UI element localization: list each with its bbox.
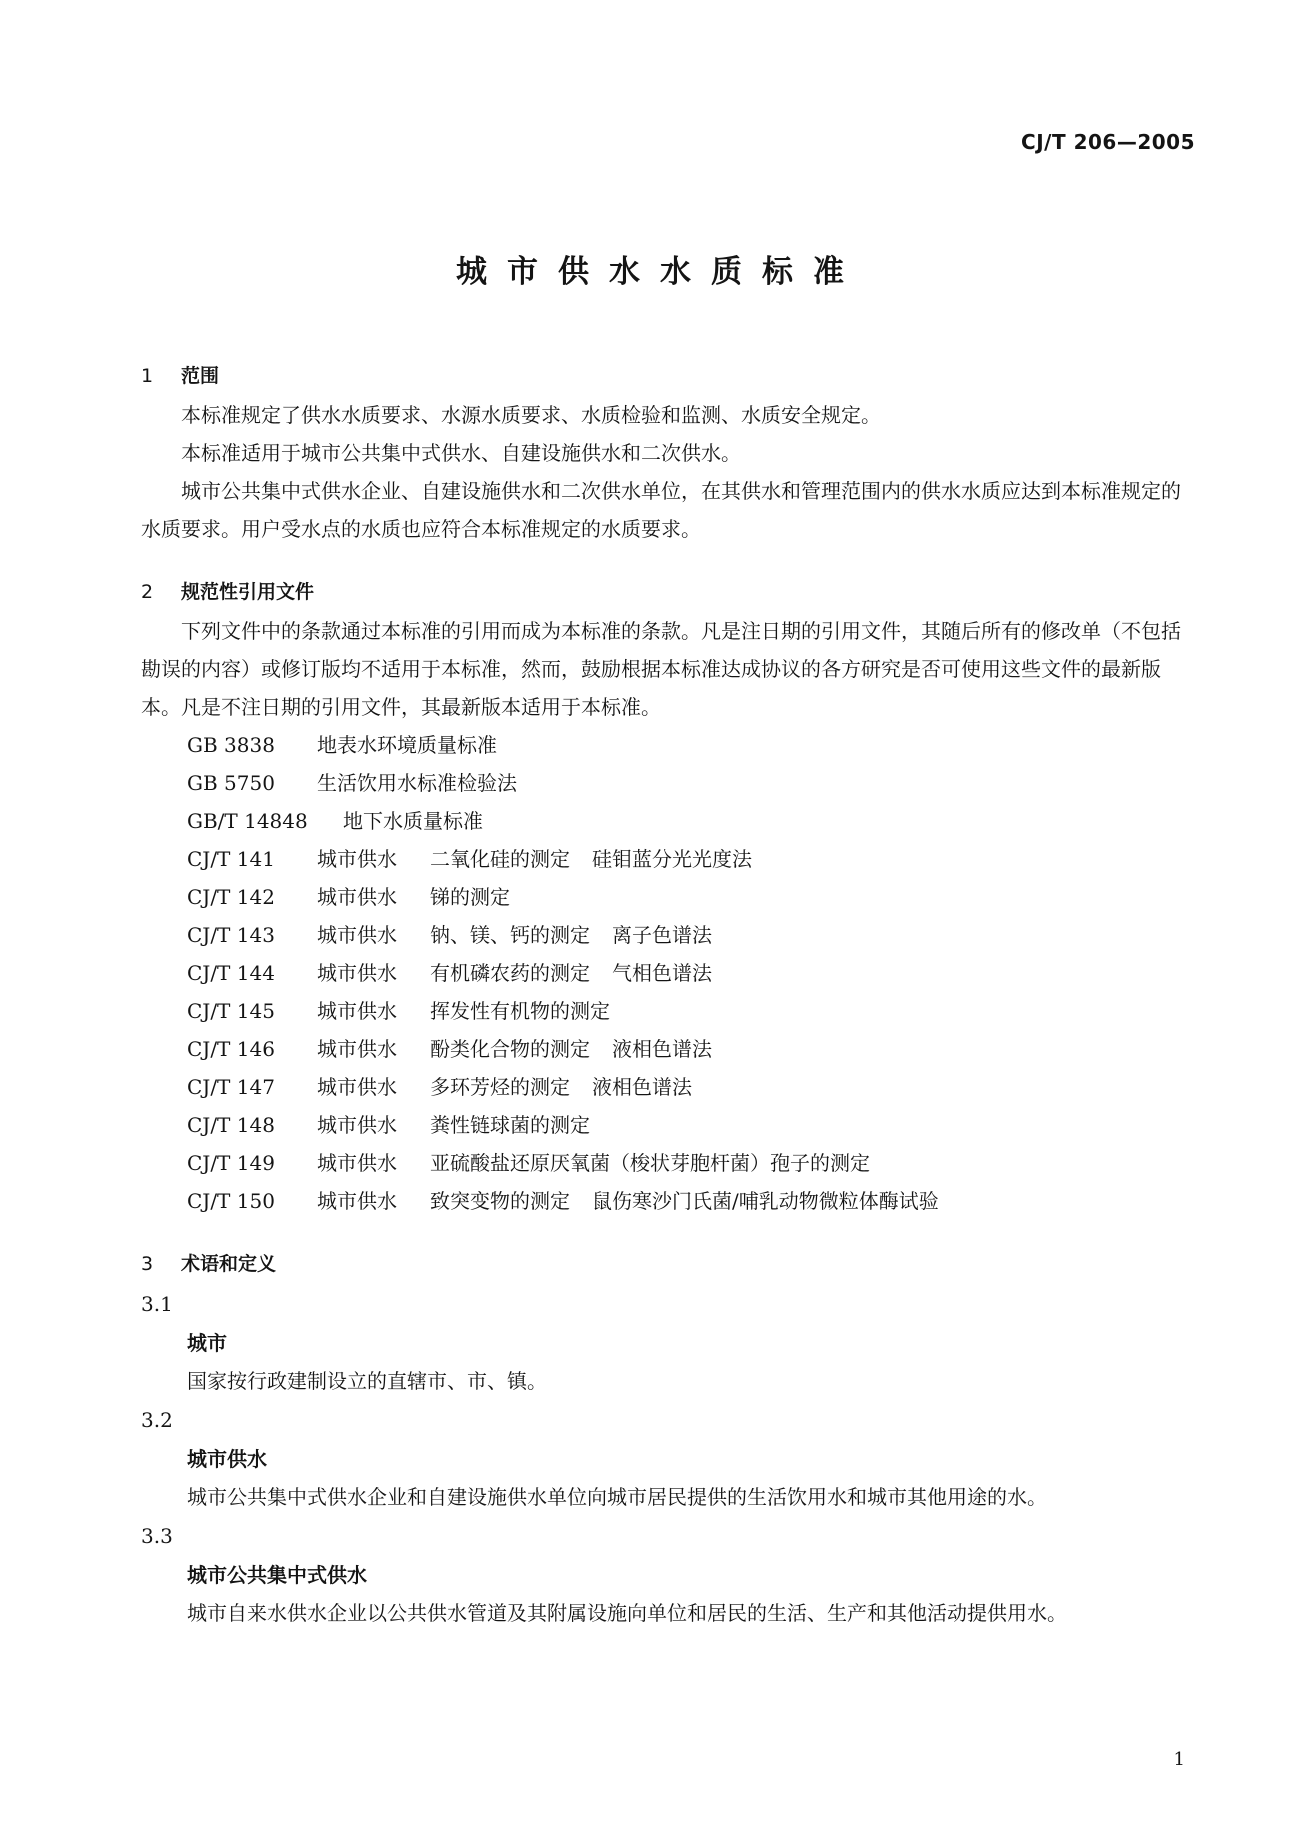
reference-code: GB 5750	[187, 771, 275, 795]
reference-category: 城市供水	[317, 923, 397, 947]
reference-code: CJ/T 146	[187, 1037, 275, 1061]
reference-method: 气相色谱法	[612, 961, 712, 985]
reference-method: 液相色谱法	[612, 1037, 712, 1061]
section-title: 规范性引用文件	[181, 581, 315, 603]
reference-category: 城市供水	[317, 999, 397, 1023]
reference-code: GB 3838	[187, 733, 275, 757]
reference-category: 城市供水	[317, 847, 397, 871]
clause-number: 3.3	[141, 1524, 173, 1548]
references-intro: 下列文件中的条款通过本标准的引用而成为本标准的条款。凡是注日期的引用文件，其随后所有的修改单（不包括勘误的内容）或修订版均不适用于本标准，然而，鼓励根据本标准达成协议的各方研究是否可使用这些文件的最新版本。凡是不注日期的引用文件，其最新版本适用于本标准。	[141, 619, 1181, 719]
reference-item	[187, 764, 1196, 802]
reference-subject: 地表水环境质量标准	[317, 733, 497, 757]
term-definition: 城市公共集中式供水企业和自建设施供水单位向城市居民提供的生活饮用水和城市其他用途的水。	[187, 1485, 1047, 1509]
reference-code: CJ/T 142	[187, 885, 275, 909]
scope-paragraph: 本标准规定了供水水质要求、水源水质要求、水质检验和监测、水质安全规定。	[181, 403, 881, 427]
scope-paragraph: 城市公共集中式供水企业、自建设施供水和二次供水单位，在其供水和管理范围内的供水水质应达到本标准规定的水质要求。用户受水点的水质也应符合本标准规定的水质要求。	[141, 479, 1181, 541]
reference-item	[187, 1106, 1196, 1144]
reference-list	[187, 726, 1196, 1220]
reference-subject: 致突变物的测定	[430, 1189, 570, 1213]
reference-category: 城市供水	[317, 1037, 397, 1061]
reference-code: CJ/T 143	[187, 923, 275, 947]
section-title: 术语和定义	[181, 1253, 277, 1275]
reference-item	[187, 1068, 1196, 1106]
reference-item	[187, 992, 1196, 1030]
reference-category: 城市供水	[317, 1075, 397, 1099]
reference-item	[187, 1030, 1196, 1068]
term-list	[141, 1284, 1196, 1632]
reference-code: GB/T 14848	[187, 809, 308, 833]
section-heading-scope	[141, 356, 1196, 396]
term-name: 城市公共集中式供水	[187, 1563, 367, 1587]
reference-item	[187, 954, 1196, 992]
reference-item	[187, 726, 1196, 764]
reference-item	[187, 1182, 1196, 1220]
reference-category: 城市供水	[317, 1189, 397, 1213]
reference-subject: 挥发性有机物的测定	[430, 999, 610, 1023]
reference-category: 城市供水	[317, 1113, 397, 1137]
reference-code: CJ/T 144	[187, 961, 275, 985]
reference-item	[187, 878, 1196, 916]
reference-subject: 酚类化合物的测定	[430, 1037, 590, 1061]
reference-subject: 粪性链球菌的测定	[430, 1113, 590, 1137]
section-heading-terms	[141, 1244, 1196, 1284]
clause-number: 3.2	[141, 1408, 173, 1432]
reference-method: 鼠伤寒沙门氏菌/哺乳动物微粒体酶试验	[592, 1189, 939, 1213]
clause-number: 3.1	[141, 1292, 173, 1316]
reference-category: 城市供水	[317, 1151, 397, 1175]
reference-code: CJ/T 148	[187, 1113, 275, 1137]
term-name: 城市	[187, 1331, 227, 1355]
reference-subject: 钠、镁、钙的测定	[430, 923, 590, 947]
scope-paragraph: 本标准适用于城市公共集中式供水、自建设施供水和二次供水。	[181, 441, 741, 465]
reference-subject: 锑的测定	[430, 885, 510, 909]
page-number: 1	[1173, 1749, 1185, 1770]
reference-code: CJ/T 145	[187, 999, 275, 1023]
section-heading-normative-references	[141, 572, 1196, 612]
reference-method: 离子色谱法	[612, 923, 712, 947]
reference-subject: 二氧化硅的测定	[430, 847, 570, 871]
reference-subject: 亚硫酸盐还原厌氧菌（梭状芽胞杆菌）孢子的测定	[430, 1151, 870, 1175]
standard-number: CJ/T 206—2005	[1021, 130, 1195, 154]
section-number: 2	[141, 581, 154, 603]
term-name: 城市供水	[187, 1447, 267, 1471]
reference-method: 硅钼蓝分光光度法	[592, 847, 752, 871]
term-definition: 国家按行政建制设立的直辖市、市、镇。	[187, 1369, 547, 1393]
reference-code: CJ/T 141	[187, 847, 275, 871]
document-body	[141, 356, 1196, 1632]
reference-method: 液相色谱法	[592, 1075, 692, 1099]
reference-subject: 生活饮用水标准检验法	[317, 771, 517, 795]
reference-item	[187, 1144, 1196, 1182]
reference-item	[187, 840, 1196, 878]
document-title: 城市供水水质标准	[456, 254, 864, 290]
reference-item	[187, 802, 1196, 840]
term-definition: 城市自来水供水企业以公共供水管道及其附属设施向单位和居民的生活、生产和其他活动提供用水。	[187, 1601, 1067, 1625]
reference-code: CJ/T 149	[187, 1151, 275, 1175]
reference-code: CJ/T 150	[187, 1189, 275, 1213]
reference-category: 城市供水	[317, 961, 397, 985]
section-number: 1	[141, 365, 154, 387]
reference-subject: 多环芳烃的测定	[430, 1075, 570, 1099]
reference-item	[187, 916, 1196, 954]
reference-subject: 地下水质量标准	[343, 809, 483, 833]
section-title: 范围	[181, 365, 220, 387]
reference-category: 城市供水	[317, 885, 397, 909]
reference-code: CJ/T 147	[187, 1075, 275, 1099]
reference-subject: 有机磷农药的测定	[430, 961, 590, 985]
section-number: 3	[141, 1253, 154, 1275]
